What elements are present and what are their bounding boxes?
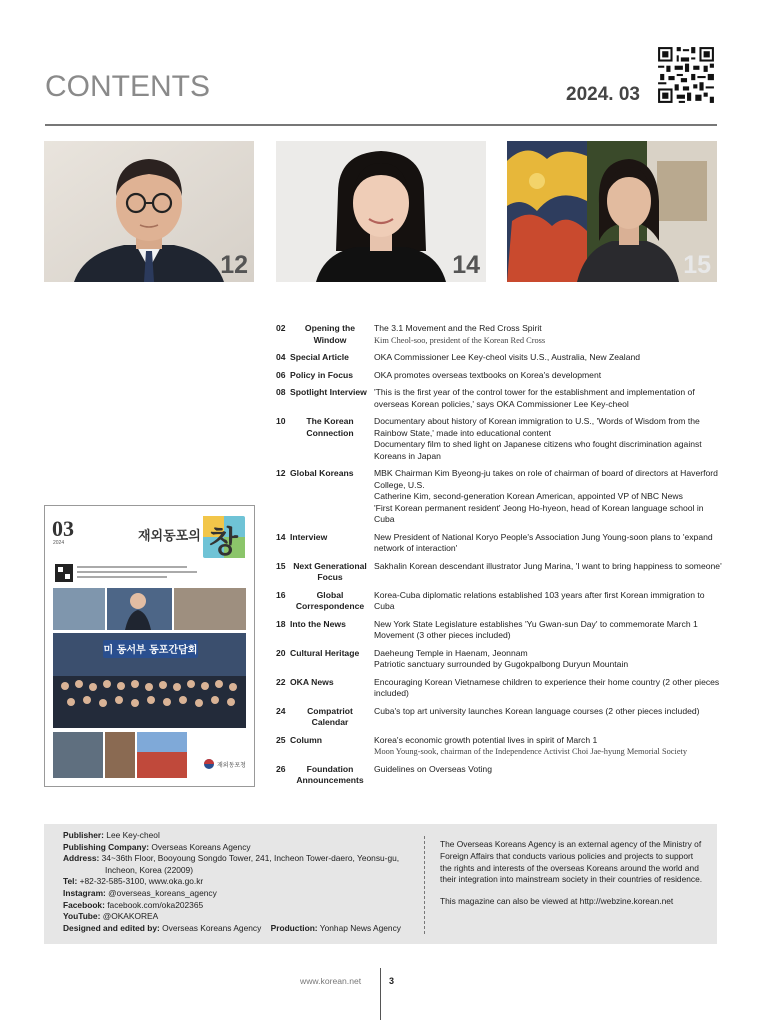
- publisher: Lee Key-cheol: [106, 830, 160, 840]
- cover-banner: 미 동서부 동포간담회: [103, 645, 198, 656]
- toc-article: Sakhalin Korean descendant illustrator Jung Marina, 'I want to bring happiness to someone': [374, 560, 722, 571]
- tel-label: Tel:: [63, 876, 78, 887]
- toc-section: Foundation Announcements: [296, 763, 364, 785]
- toc-page-number: 10: [276, 416, 286, 426]
- toc-page-number: 22: [276, 676, 286, 687]
- designer: Overseas Koreans Agency: [162, 922, 262, 933]
- toc-section: Spotlight Interview: [290, 387, 367, 397]
- toc-article: The 3.1 Movement and the Red Cross Spirit: [374, 323, 542, 333]
- toc-page-number: 12: [276, 468, 286, 478]
- photo-page-12: [44, 141, 254, 282]
- facebook-label: Facebook:: [63, 899, 105, 910]
- toc-article: 'First Korean permanent resident' Jeong Ho-hyeon, head of Korean language school in Cuba: [374, 502, 704, 524]
- toc-page-number: 06: [276, 369, 286, 380]
- company: Overseas Koreans Agency: [151, 841, 251, 852]
- address-label: Address:: [63, 853, 100, 864]
- toc-section: Special Article: [290, 352, 349, 362]
- toc-section: OKA News: [290, 676, 334, 687]
- facebook-link[interactable]: facebook.com/oka202365: [107, 899, 204, 910]
- magazine-cover[interactable]: [44, 505, 255, 787]
- about-text: The Overseas Koreans Agency is an external agency of the Ministry of Foreign Affairs that conducts various policies and projects to support the rights and interests of the overseas Koreans around the world and their integration into mainstream society in their countries of residence.: [440, 839, 703, 885]
- cover-year: 2024: [53, 540, 65, 546]
- toc-entry[interactable]: [276, 561, 726, 584]
- design-label: Designed and edited by:: [63, 922, 160, 933]
- toc-author: Moon Young-sook, chairman of the Independence Activist Choi Jae-hyung Memorial Society: [374, 747, 688, 756]
- publishing-info: [44, 824, 717, 944]
- toc-section: The Korean Connection: [306, 416, 354, 438]
- agency-description: [440, 839, 705, 908]
- toc-article: New York State Legislature establishes 'Yu Gwan-sun Day' to commemorate March 1 Movement (3 other pieces included): [374, 618, 698, 640]
- photo-page-14: [276, 141, 486, 282]
- toc-entry[interactable]: [276, 735, 726, 758]
- toc-article: OKA Commissioner Lee Key-cheol visits U.S., Australia, New Zealand: [374, 352, 641, 362]
- toc-article: OKA promotes overseas textbooks on Korea's development: [374, 369, 602, 380]
- toc-article: Documentary about history of Korean immigration to U.S., 'Words of Wisdom from the Rainbow State,' made into educational content: [374, 416, 700, 438]
- toc-section: Compatriot Calendar: [307, 705, 353, 727]
- photo-page-15: [507, 141, 717, 282]
- toc-entry[interactable]: [276, 468, 726, 526]
- instagram-handle[interactable]: @overseas_koreans_agency: [108, 887, 217, 898]
- toc-page-number: 18: [276, 618, 286, 629]
- photo-page-number: 14: [452, 251, 480, 279]
- toc-article: Korea's economic growth potential lives in spirit of March 1: [374, 734, 598, 745]
- toc-page-number: 20: [276, 647, 286, 658]
- toc-entry[interactable]: [276, 416, 726, 462]
- toc-entry[interactable]: [276, 619, 726, 642]
- toc-entry[interactable]: [276, 323, 726, 346]
- toc-article: Korea-Cuba diplomatic relations established 103 years after first Korean immigration to Cuba: [374, 589, 705, 611]
- toc-page-number: 25: [276, 734, 286, 745]
- toc-article: 'This is the first year of the control tower for the establishment and implementation of overseas Korean policies,' says OKA Commissioner Lee Key-cheol: [374, 387, 695, 409]
- masthead-details: [63, 830, 433, 934]
- toc-article: Cuba's top art university launches Korean language courses (2 other pieces included): [374, 705, 700, 716]
- toc-author: Kim Cheol-soo, president of the Korean Red Cross: [374, 335, 546, 345]
- page-title: CONTENTS: [45, 70, 210, 103]
- cover-masthead: 재외동포의: [138, 529, 201, 544]
- toc-section: Cultural Heritage: [290, 647, 360, 658]
- photo-page-number: 15: [683, 251, 711, 279]
- toc-page-number: 24: [276, 705, 286, 716]
- youtube-label: YouTube:: [63, 911, 101, 922]
- toc-article: Daeheung Temple in Haenam, Jeonnam: [374, 647, 528, 658]
- youtube-handle[interactable]: @OKAKOREA: [102, 911, 159, 922]
- toc-article: Patriotic sanctuary surrounded by Gugokpalbong Duryun Mountain: [374, 659, 629, 669]
- cover-issue-number: 03: [52, 516, 74, 541]
- toc-article: Documentary film to shed light on Japanese citizens who fought discrimination against Koreans in Japan: [374, 439, 702, 461]
- webzine-note[interactable]: This magazine can also be viewed at http://webzine.korean.net: [440, 896, 674, 907]
- toc-page-number: 15: [276, 560, 286, 571]
- toc-article: MBK Chairman Kim Byeong-ju takes on role of chairman of board of directors at Haverford College, U.S.: [374, 468, 718, 490]
- publisher-label: Publisher:: [63, 830, 104, 840]
- toc-entry[interactable]: [276, 648, 726, 671]
- table-of-contents: [276, 323, 726, 793]
- toc-entry[interactable]: [276, 387, 726, 410]
- toc-entry[interactable]: [276, 590, 726, 613]
- toc-section: Global Correspondence: [295, 589, 365, 611]
- issue-date: 2024. 03: [566, 84, 640, 105]
- toc-page-number: 02: [276, 323, 286, 333]
- toc-section: Policy in Focus: [290, 369, 354, 380]
- toc-section: Next Generational Focus: [293, 560, 367, 582]
- toc-entry[interactable]: [276, 532, 726, 555]
- footer-url[interactable]: www.korean.net: [300, 976, 362, 986]
- toc-entry[interactable]: [276, 677, 726, 700]
- production: Yonhap News Agency: [319, 922, 401, 933]
- tel: +82-32-585-3100, www.oka.go.kr: [79, 876, 204, 887]
- cover-qr-icon: [55, 564, 73, 582]
- page-number: 3: [389, 976, 395, 986]
- cover-masthead-big: 창: [209, 525, 238, 560]
- toc-article: Catherine Kim, second-generation Korean American, appointed VP of NBC News: [374, 491, 683, 501]
- toc-section: Interview: [290, 531, 328, 542]
- toc-page-number: 04: [276, 352, 286, 362]
- toc-page-number: 16: [276, 589, 286, 600]
- header-divider: [45, 124, 717, 126]
- info-divider: [424, 836, 425, 934]
- toc-section: Opening the Window: [304, 323, 356, 345]
- toc-page-number: 14: [276, 531, 286, 542]
- toc-article: Guidelines on Overseas Voting: [374, 763, 492, 774]
- address: 34~36th Floor, Booyoung Songdo Tower, 241, Incheon Tower-daero, Yeonsu-gu, Incheon, Korea (22009): [101, 853, 400, 875]
- toc-section: Global Koreans: [290, 468, 354, 478]
- toc-section: Into the News: [290, 618, 346, 629]
- photo-page-number: 12: [220, 251, 248, 279]
- qr-code-icon: [656, 45, 716, 105]
- toc-entry[interactable]: [276, 764, 726, 787]
- toc-section: Column: [290, 734, 322, 745]
- toc-entry[interactable]: [276, 352, 726, 364]
- toc-entry[interactable]: [276, 370, 726, 382]
- instagram-label: Instagram:: [63, 887, 106, 898]
- footer-divider: [380, 968, 381, 1020]
- toc-article: Encouraging Korean Vietnamese children to experience their home country (2 other pieces included): [374, 676, 720, 698]
- toc-article: New President of National Koryo People's Association Jung Young-soon plans to 'expand network of interaction': [374, 531, 713, 553]
- cover-illustration: [45, 506, 254, 786]
- toc-page-number: 26: [276, 763, 286, 774]
- cover-publisher-mark: 재외동포청: [217, 762, 246, 769]
- toc-page-number: 08: [276, 387, 286, 397]
- company-label: Publishing Company:: [63, 841, 150, 852]
- toc-entry[interactable]: [276, 706, 726, 729]
- production-label: Production:: [270, 922, 318, 933]
